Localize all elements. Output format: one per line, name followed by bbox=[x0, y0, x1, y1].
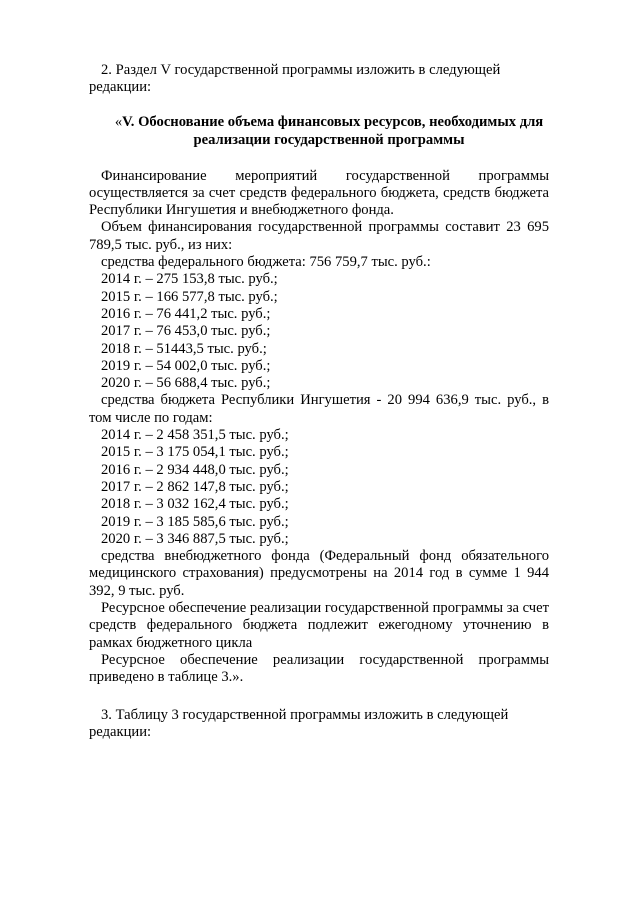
republic-year-item: 2016 г. – 2 934 448,0 тыс. руб.; bbox=[101, 461, 289, 478]
section-3-instruction: 3. Таблицу 3 государственной программы изложить в следующей редакции: bbox=[89, 706, 509, 740]
section-2-instruction: 2. Раздел V государственной программы изложить в следующей редакции: bbox=[89, 62, 501, 96]
federal-year-item: 2019 г. – 54 002,0 тыс. руб.; bbox=[101, 357, 271, 374]
federal-year-item: 2016 г. – 76 441,2 тыс. руб.; bbox=[101, 305, 271, 322]
paragraph-resource-table: Ресурсное обеспечение реализации государственной программы приведено в таблице 3.». bbox=[89, 651, 549, 686]
spacer bbox=[89, 687, 549, 707]
paragraph-volume: Объем финансирования государственной программы составит 23 695 789,5 тыс. руб., из них: bbox=[89, 219, 549, 253]
document-body bbox=[89, 62, 549, 741]
republic-year-item: 2018 г. – 3 032 162,4 тыс. руб.; bbox=[101, 496, 289, 513]
republic-year-item: 2014 г. – 2 458 351,5 тыс. руб.; bbox=[101, 427, 289, 444]
paragraph-resource-federal: Ресурсное обеспечение реализации государственной программы за счет средств федерального бюджета подлежит ежегодному уточнению в рамках бюджетного цикла bbox=[89, 600, 549, 651]
republic-budget-heading: средства бюджета Республики Ингушетия - 20 994 636,9 тыс. руб., в том числе по годам: bbox=[89, 392, 549, 426]
paragraph-offbudget-fund: средства внебюджетного фонда (Федеральный фонд обязательного медицинского страхования) предусмотрены на 2014 год в сумме 1 944 392, 9 тыс. руб. bbox=[89, 548, 549, 599]
title-line-1: V. Обоснование объема финансовых ресурсов, необходимых для bbox=[122, 113, 544, 130]
republic-year-item: 2017 г. – 2 862 147,8 тыс. руб.; bbox=[101, 478, 289, 495]
federal-year-item: 2015 г. – 166 577,8 тыс. руб.; bbox=[101, 288, 278, 305]
federal-year-item: 2020 г. – 56 688,4 тыс. руб.; bbox=[101, 375, 271, 392]
republic-year-item: 2019 г. – 3 185 585,6 тыс. руб.; bbox=[101, 513, 289, 530]
title-line-2: реализации государственной программы bbox=[193, 131, 465, 148]
federal-year-item: 2014 г. – 275 153,8 тыс. руб.; bbox=[101, 271, 278, 288]
paragraph-financing: Финансирование мероприятий государственной программы осуществляется за счет средств федерального бюджета, средств бюджета Республики Ингушетия и внебюджетного фонда. bbox=[89, 167, 549, 219]
republic-year-item: 2020 г. – 3 346 887,5 тыс. руб.; bbox=[101, 530, 289, 547]
federal-budget-heading: средства федерального бюджета: 756 759,7 тыс. руб.: bbox=[101, 254, 431, 271]
republic-year-item: 2015 г. – 3 175 054,1 тыс. руб.; bbox=[101, 444, 289, 461]
federal-year-item: 2017 г. – 76 453,0 тыс. руб.; bbox=[101, 323, 271, 340]
federal-year-item: 2018 г. – 51443,5 тыс. руб.; bbox=[101, 340, 267, 357]
title-open-quote: « bbox=[114, 113, 123, 130]
section-title bbox=[89, 113, 549, 149]
